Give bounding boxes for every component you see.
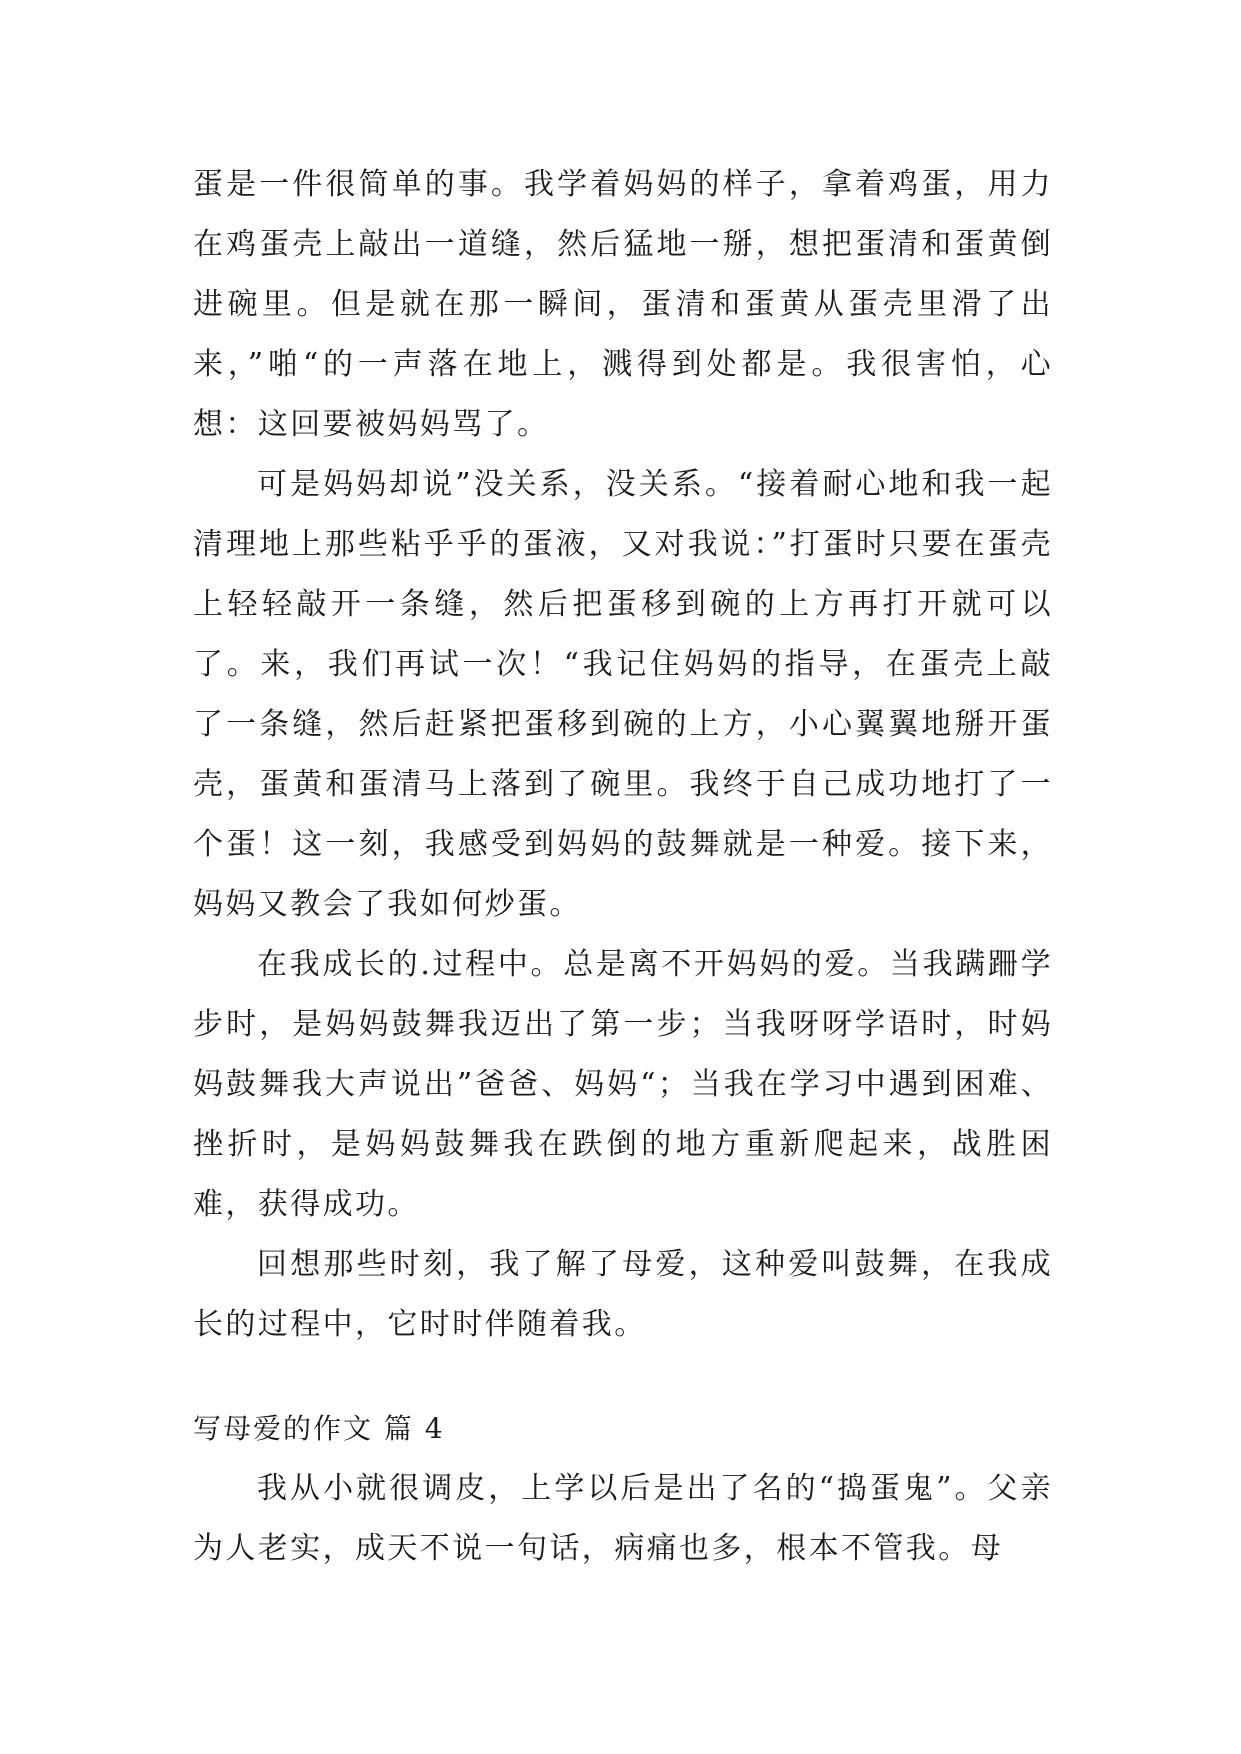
section-heading: 写母爱的作文 篇 4: [193, 1412, 445, 1445]
paragraph-5: 我从小就很调皮，上学以后是出了名的“捣蛋鬼”。父亲为人老实，成天不说一句话，病痛也多，根本不管我。母: [193, 1471, 1053, 1566]
document-page: [193, 155, 1053, 1579]
paragraph-2: 可是妈妈却说”没关系，没关系。“接着耐心地和我一起清理地上那些粘乎乎的蛋液，又对我说：”打蛋时只要在蛋壳上轻轻敲开一条缝，然后把蛋移到碗的上方再打开就可以了。来，我们再试一次！“我记住妈妈的指导，在蛋壳上敲了一条缝，然后赶紧把蛋移到碗的上方，小心翼翼地掰开蛋壳，蛋黄和蛋清马上落到了碗里。我终于自己成功地打了一个蛋！这一刻，我感受到妈妈的鼓舞就是一种爱。接下来，妈妈又教会了我如何炒蛋。: [193, 467, 1053, 922]
paragraph-4: 回想那些时刻，我了解了母爱，这种爱叫鼓舞，在我成长的过程中，它时时伴随着我。: [193, 1247, 1053, 1342]
paragraph-1: 蛋是一件很简单的事。我学着妈妈的样子，拿着鸡蛋，用力在鸡蛋壳上敲出一道缝，然后猛地一掰，想把蛋清和蛋黄倒进碗里。但是就在那一瞬间，蛋清和蛋黄从蛋壳里滑了出来，”啪“的一声落在地上，溅得到处都是。我很害怕，心想：这回要被妈妈骂了。: [193, 167, 1053, 442]
paragraph-3: 在我成长的.过程中。总是离不开妈妈的爱。当我蹒跚学步时，是妈妈鼓舞我迈出了第一步；当我呀呀学语时，时妈妈鼓舞我大声说出”爸爸、妈妈“；当我在学习中遇到困难、挫折时，是妈妈鼓舞我在跌倒的地方重新爬起来，战胜困难，获得成功。: [193, 947, 1053, 1222]
